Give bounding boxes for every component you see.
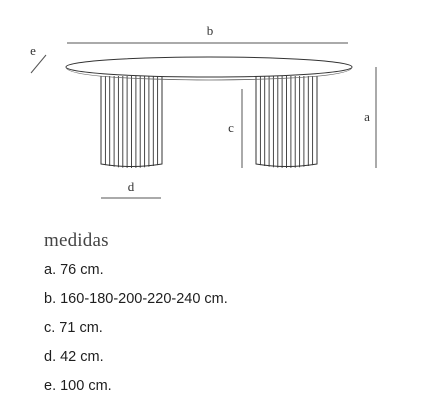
dimension-label-c: c [228,120,234,135]
measurements-section [44,229,424,406]
measurement-d: d. 42 cm. [44,349,104,365]
measurements-title: medidas [44,230,109,251]
dimension-label-b: b [206,23,214,38]
measurement-e: e. 100 cm. [44,378,112,394]
measurement-a: a. 76 cm. [44,262,104,278]
table-top [66,57,352,77]
dimension-label-d: d [127,179,135,194]
left-pedestal [101,76,162,168]
dimension-label-e: e [30,43,36,58]
measurement-b: b. 160-180-200-220-240 cm. [44,291,228,307]
dimension-label-a: a [364,109,370,124]
right-pedestal [256,76,317,168]
measurement-c: c. 71 cm. [44,320,103,336]
